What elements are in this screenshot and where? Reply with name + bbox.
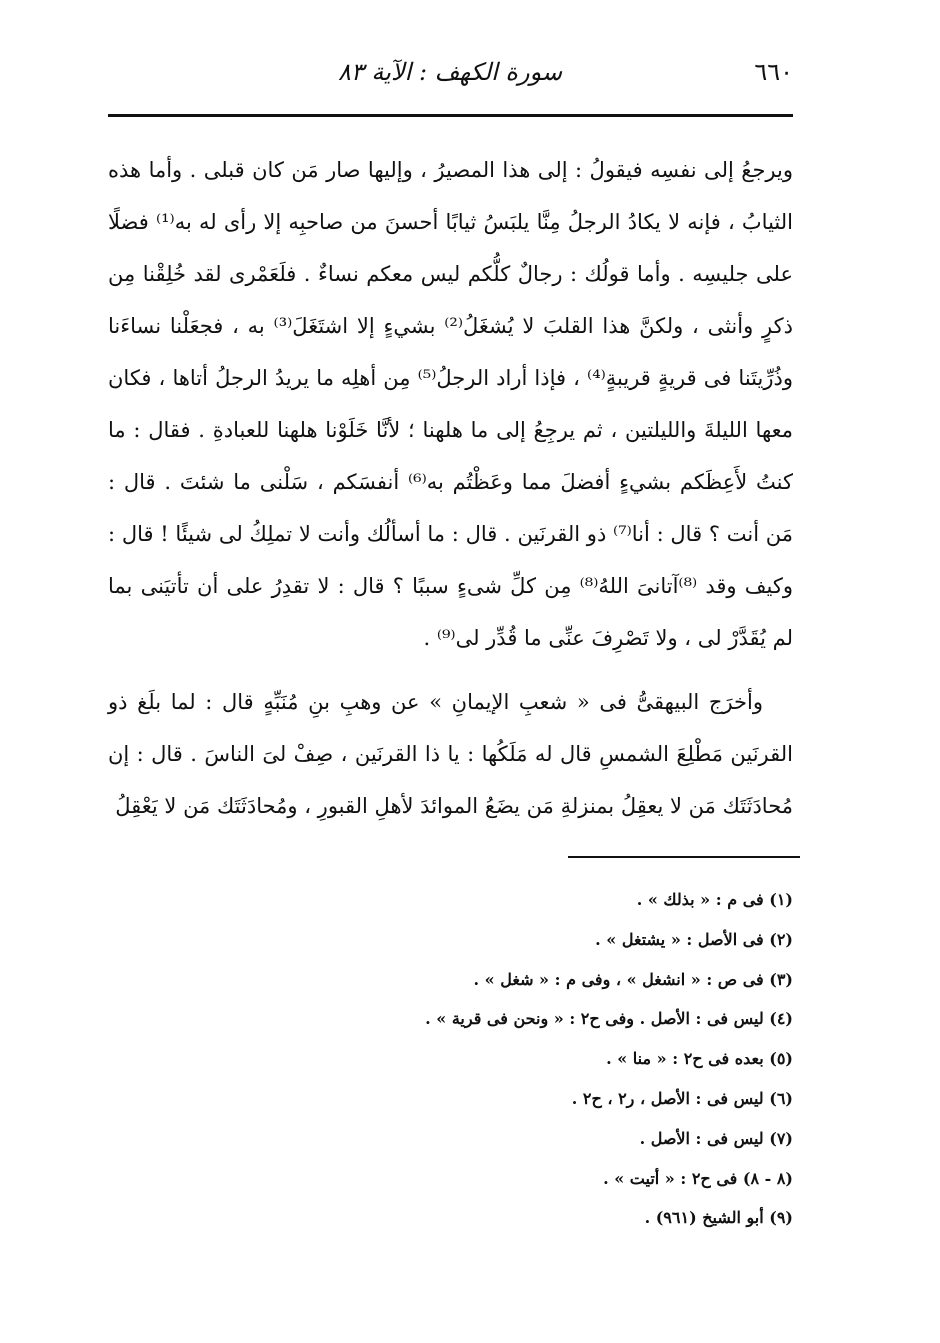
footnote: (٥) بعده فى ح٢ : « منا » . bbox=[606, 1049, 793, 1069]
footnote: (٤) ليس فى : الأصل . وفى ح٢ : « ونحن فى قرية » . bbox=[425, 1009, 793, 1029]
footnote: (٢) فى الأصل : « يشتغل » . bbox=[595, 929, 793, 949]
body-paragraph: وأخرَج البيهقىُّ فى « شعبِ الإيمانِ » عن وهبِ بنِ مُنَبِّهٍ قال : لما بلَغ ذو القرنَين مَطْلِعَ الشمسِ قال له مَلَكُها : يا ذا القرنَين ، صِفْ لىَ الناسَ . قال : إن مُحادَثَتَك مَن لا يعقِلُ بمنزلةِ مَن يضَعُ الموائدَ لأهلِ القبورِ ، ومُحادَثَتَك مَن لا يَعْقِلُ bbox=[108, 690, 793, 818]
footnote: (٨ - ٨) فى ح٢ : « أتيت » . bbox=[603, 1168, 793, 1188]
page-header bbox=[108, 48, 793, 108]
footnote: (٧) ليس فى : الأصل . bbox=[639, 1128, 793, 1148]
footnote: (٩) أبو الشيخ (٩٦١) . bbox=[644, 1208, 793, 1228]
body-paragraph: ويرجعُ إلى نفسِه فيقولُ : إلى هذا المصيرُ ، وإليها صار مَن كان قبلى . وأما هذه الثيابُ ، فإنه لا يكادُ الرجلُ مِنَّا يلبَسُ ثيابًا أحسنَ من صاحبِه إلا رأى له به⁽¹⁾ فضلًا على جليسِه . وأما قولُك : رجالٌ كلُّكم ليس معكم نساءٌ . فلَعَمْرى لقد خُلِقْنا مِن ذكرٍ وأنثى ، ولكنَّ هذا القلبَ لا يُشغَلُ⁽²⁾ بشيءٍ إلا اشتَغَلَ⁽³⁾ به ، فجعَلْنا نساءَنا وذُرِّيتَنا فى قريةٍ قريبةٍ⁽⁴⁾ ، فإذا أراد الرجلُ⁽⁵⁾ مِن أهلِه ما يريدُ الرجلُ أتاها ، فكان معها الليلةَ والليلتين ، ثم يرجِعُ إلى ما هلهنا ؛ لأنَّا خَلَوْنا هلهنا للعبادةِ . فقال : ما كنتُ لأَعِظَكم بشيءٍ أفضلَ مما وعَظْتُم به⁽⁶⁾ أنفسَكم ، سَلْنى ما شئتَ . قال : مَن أنت ؟ قال : أنا⁽⁷⁾ ذو القرنَين . قال : ما أسألُك وأنت لا تملِكُ لى شيئًا ! قال : وكيف وقد ⁽⁸⁾آتانىَ اللهُ⁽⁸⁾ مِن كلِّ شىءٍ سببًا ؟ قال : لا تقدِرُ على أن تأتيَنى بما لم يُقَدَّرْ لى ، ولا تَصْرِفَ عنِّى ما قُدِّر لى⁽⁹⁾ . bbox=[108, 158, 794, 650]
page-number: ٦٦٠ bbox=[754, 58, 793, 86]
running-title: سورة الكهف : الآية ٨٣ bbox=[338, 58, 563, 86]
footnote: (١) فى م : « بذلك » . bbox=[636, 890, 793, 909]
footnote-separator bbox=[568, 856, 800, 858]
main-text bbox=[108, 144, 793, 832]
header-rule bbox=[108, 114, 793, 117]
footnote: (٣) فى ص : « انشغل » ، وفى م : « شغل » . bbox=[473, 969, 793, 989]
footnotes-list bbox=[108, 880, 793, 1238]
footnote: (٦) ليس فى : الأصل ، ر٢ ، ح٢ . bbox=[571, 1088, 793, 1108]
